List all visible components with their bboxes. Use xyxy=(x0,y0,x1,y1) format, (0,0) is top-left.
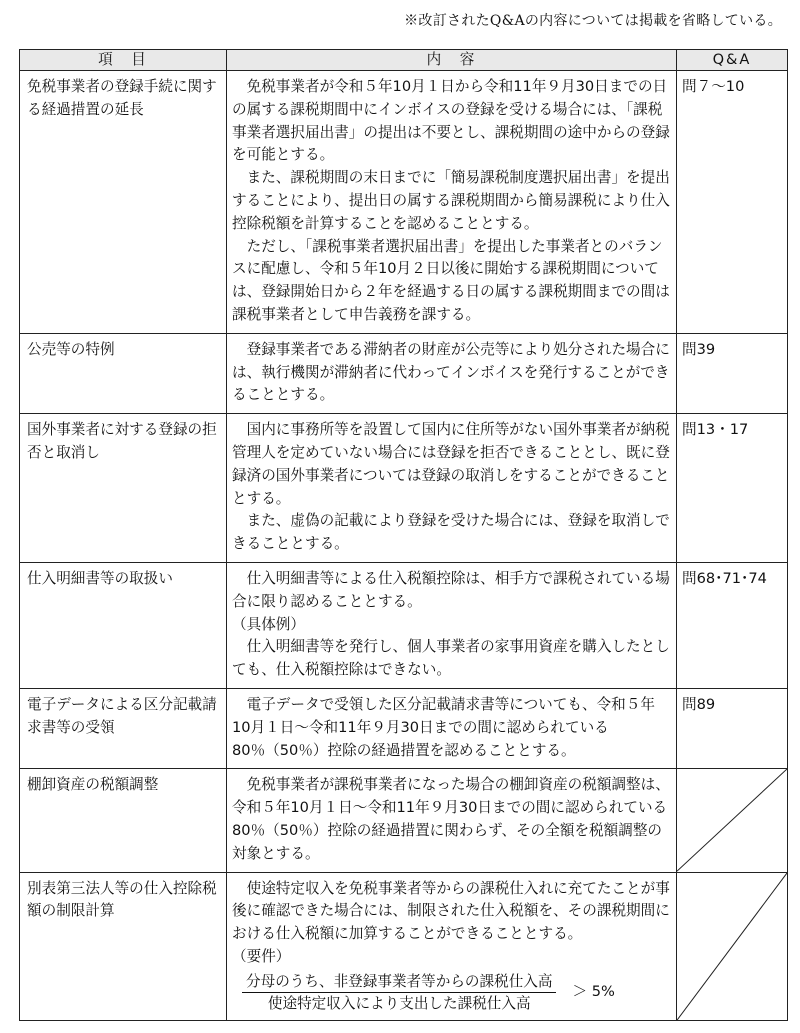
row-qa: 問13・17 xyxy=(677,414,788,563)
row-content xyxy=(227,414,677,563)
row-content xyxy=(227,688,677,768)
diagonal-slash xyxy=(677,873,787,1020)
row-qa-empty xyxy=(677,872,788,1020)
row-content xyxy=(227,71,677,334)
comparison: ＞ 5% xyxy=(572,982,615,1000)
content-paragraph: 使途特定収入を免税事業者等からの課税仕入れに充てたことが事後に確認できた場合には、制限された仕入税額を、その課税期間における仕入税額に加算することができることとする。 xyxy=(232,879,670,943)
row-item: 仕入明細書等の取扱い xyxy=(20,562,227,688)
requirement-label: （要件） xyxy=(232,947,291,965)
row-item: 国外事業者に対する登録の拒否と取消し xyxy=(20,414,227,563)
content-paragraph: 電子データで受領した区分記載請求書等についても、令和５年10月１日～令和11年９月30日までの間に認められている80％（50％）控除の経過措置を認めることとする。 xyxy=(232,695,655,759)
row-qa: 問89 xyxy=(677,688,788,768)
row-content xyxy=(227,333,677,413)
diagonal-slash xyxy=(677,769,787,871)
table-row xyxy=(20,562,788,688)
row-qa-empty xyxy=(677,769,788,872)
content-paragraph: 国内に事務所等を設置して国内に住所等がない国外事業者が納税管理人を定めていない場合には登録を拒否できることとし、既に登録済の国外事業者については登録の取消しをすることができることとする。 xyxy=(232,421,670,507)
content-paragraph: 免税事業者が令和５年10月１日から令和11年９月30日までの日の属する課税期間中にインボイスの登録を受ける場合には、「課税事業者選択届出書」の提出は不要とし、課税期間の途中からの登録を可能とする。 xyxy=(232,78,670,164)
content-paragraph: ただし、「課税事業者選択届出書」を提出した事業者とのバランスに配慮し、令和５年10月２日以後に開始する課税期間については、登録開始日から２年を経過する日の属する課税期間までの間は課税事業者として申告義務を課する。 xyxy=(232,237,670,323)
header-item: 項 目 xyxy=(20,50,227,71)
example-label: （具体例） xyxy=(232,615,305,633)
table-row xyxy=(20,71,788,334)
row-item: 免税事業者の登録手続に関する経過措置の延長 xyxy=(20,71,227,334)
table-row xyxy=(20,333,788,413)
content-paragraph: 免税事業者が課税事業者になった場合の棚卸資産の税額調整は、令和５年10月１日～令和11年９月30日までの間に認められている80％（50％）控除の経過措置に関わらず、その全額を税額調整の対象とする。 xyxy=(232,776,670,862)
ratio-formula xyxy=(242,971,671,1014)
example-text: 仕入明細書等を発行し、個人事業者の家事用資産を購入したとしても、仕入税額控除はできない。 xyxy=(232,638,670,679)
fraction xyxy=(242,971,556,1014)
omission-note: ※改訂されたQ&Aの内容については掲載を省略している。 xyxy=(404,13,782,29)
row-item: 棚卸資産の税額調整 xyxy=(20,769,227,872)
fraction-numerator: 分母のうち、非登録事業者等からの課税仕入高 xyxy=(246,972,553,990)
table-row xyxy=(20,872,788,1020)
content-paragraph: 仕入明細書等による仕入税額控除は、相手方で課税されている場合に限り認めることとする。 xyxy=(232,569,670,610)
row-qa: 問39 xyxy=(677,333,788,413)
header-content: 内 容 xyxy=(227,50,677,71)
content-paragraph: また、課税期間の末日までに「簡易課税制度選択届出書」を提出することにより、提出日の属する課税期間から簡易課税により仕入控除税額を計算することを認めることとする。 xyxy=(232,169,670,232)
row-qa: 問68･71･74 xyxy=(677,562,788,688)
table-row xyxy=(20,414,788,563)
row-item: 公売等の特例 xyxy=(20,333,227,413)
content-paragraph: また、虚偽の記載により登録を受けた場合には、登録を取消しできることとする。 xyxy=(232,512,670,553)
row-content xyxy=(227,769,677,872)
revision-table xyxy=(19,49,788,1021)
header-qa: Q&A xyxy=(677,50,788,71)
table-row xyxy=(20,769,788,872)
row-qa: 問７～10 xyxy=(677,71,788,334)
row-item: 別表第三法人等の仕入控除税額の制限計算 xyxy=(20,872,227,1020)
fraction-denominator: 使途特定収入により支出した課税仕入高 xyxy=(267,994,531,1012)
row-content xyxy=(227,562,677,688)
table-header-row xyxy=(20,50,788,71)
table-row xyxy=(20,688,788,768)
row-item: 電子データによる区分記載請求書等の受領 xyxy=(20,688,227,768)
row-content xyxy=(227,872,677,1020)
content-paragraph: 登録事業者である滞納者の財産が公売等により処分された場合には、執行機関が滞納者に代わってインボイスを発行することができることとする。 xyxy=(232,340,670,404)
